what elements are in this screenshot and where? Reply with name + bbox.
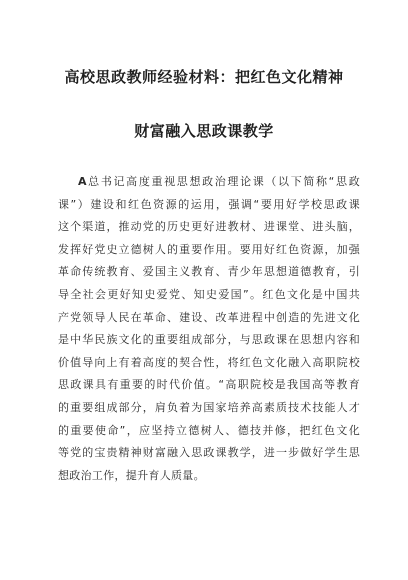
body-line: 课”）建设和红色资源的运用，强调“要用好学校思政课 — [58, 197, 360, 211]
body-line — [58, 171, 360, 194]
body-line: 等党的宝贵精神财富融入思政课教学，进一步做好学生思 — [58, 446, 360, 460]
body-line: 这个渠道，推动党的历史更好进教材、进课堂、进头脑， — [58, 220, 360, 234]
body-line: 产党领导人民在革命、建设、改革进程中创造的先进文化 — [58, 310, 360, 324]
body-line: 的重要组成部分，肩负着为国家培养高素质技术技能人才 — [58, 400, 360, 414]
body-line: 价值导向上有着高度的契合性，将红色文化融入高职院校 — [58, 355, 360, 369]
document-body-paragraph — [58, 171, 360, 487]
document-title-line-1: 高校思政教师经验材料：把红色文化精神 — [64, 68, 344, 86]
body-line-text: 总书记高度重视思想政治理论课（以下简称“思政 — [86, 175, 360, 188]
body-line: 是中华民族文化的重要组成部分，与思政课在思想内容和 — [58, 333, 360, 347]
body-line: 发挥好党史立德树人的重要作用。要用好红色资源，加强 — [58, 242, 360, 256]
body-line: 革命传统教育、爱国主义教育、青少年思想道德教育，引 — [58, 265, 360, 279]
body-line: 思政课具有重要的时代价值。“高职院校是我国高等教育 — [58, 378, 360, 392]
document-title-line-2: 财富融入思政课教学 — [134, 122, 274, 140]
paragraph-lead-letter: A — [78, 175, 87, 188]
body-line: 想政治工作，提升育人质量。 — [58, 468, 205, 482]
body-line: 导全社会更好知史爱党、知史爱国”。红色文化是中国共 — [58, 287, 360, 301]
body-line: 的重要使命”，应坚持立德树人、德技并修，把红色文化 — [58, 423, 360, 437]
